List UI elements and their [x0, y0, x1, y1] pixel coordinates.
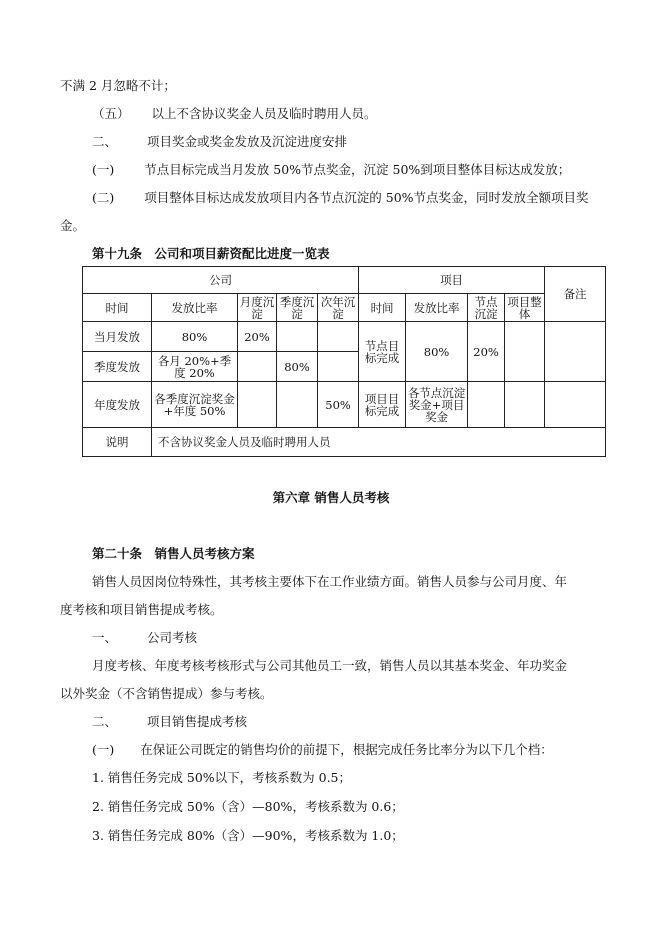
table-cell — [277, 322, 318, 352]
table-cell: 20% — [238, 322, 277, 352]
list-item — [92, 162, 570, 178]
table-cell: 项目目标完成 — [359, 382, 406, 428]
item-number: （五） — [92, 106, 130, 121]
salary-schedule-table — [82, 266, 606, 457]
column-header: 时间 — [359, 294, 406, 322]
table-cell — [238, 382, 277, 428]
table-row — [83, 267, 606, 294]
table-row — [83, 428, 606, 457]
item-number: 二、 — [92, 134, 118, 149]
table-cell — [545, 322, 606, 382]
item-text: 公司考核 — [147, 630, 198, 645]
item-text: 节点目标完成当月发放 50%节点奖金，沉淀 50%到项目整体目标达成发放； — [144, 162, 571, 177]
column-header: 季度沉淀 — [277, 294, 318, 322]
table-cell — [318, 322, 359, 352]
list-item — [92, 106, 377, 122]
table-cell — [468, 382, 505, 428]
text-line: 以外奖金（不含销售提成）参与考核。 — [60, 686, 273, 701]
item-text: 项目整体目标达成发放项目内各节点沉淀的 50%节点奖金，同时发放全额项目奖 — [144, 190, 589, 205]
table-cell: 年度发放 — [83, 382, 152, 428]
column-header: 项目整体 — [505, 294, 545, 322]
note-text: 不含协议奖金人员及临时聘用人员 — [152, 428, 606, 457]
section-heading — [92, 630, 197, 646]
column-header: 月度沉淀 — [238, 294, 277, 322]
list-item — [92, 190, 589, 206]
table-cell: 80% — [152, 322, 238, 352]
item-text: 项目销售提成考核 — [147, 714, 248, 729]
text-line: 月度考核、年度考核考核形式与公司其他员工一致，销售人员以其基本奖金、年功奖金 — [92, 658, 568, 673]
column-header: 节点沉淀 — [468, 294, 505, 322]
table-cell: 20% — [468, 322, 505, 382]
column-header: 发放比率 — [152, 294, 238, 322]
text-segment: 金。 — [60, 218, 86, 233]
item-number: 一、 — [92, 630, 118, 645]
section-heading — [92, 134, 347, 150]
company-header: 公司 — [83, 267, 359, 294]
list-item: 1. 销售任务完成 50%以下，考核系数为 0.5； — [92, 770, 352, 785]
table-cell — [505, 382, 545, 428]
table-row — [83, 382, 606, 428]
table-cell — [505, 322, 545, 382]
table-cell: 各节点沉淀奖金+项目奖金 — [406, 382, 468, 428]
table-cell: 当月发放 — [83, 322, 152, 352]
article-title: 第二十条 销售人员考核方案 — [92, 546, 255, 561]
item-text: 项目奖金或奖金发放及沉淀进度安排 — [147, 134, 348, 149]
note-label: 说明 — [83, 428, 152, 457]
table-cell: 50% — [318, 382, 359, 428]
item-text: 在保证公司既定的销售均价的前提下，根据完成任务比率分为以下几个档： — [140, 742, 553, 757]
text-line: 销售人员因岗位特殊性，其考核主要体下在工作业绩方面。销售人员参与公司月度、年 — [92, 574, 568, 589]
project-header: 项目 — [359, 267, 545, 294]
table-row — [83, 294, 606, 322]
table-cell: 季度发放 — [83, 352, 152, 382]
table-cell: 各季度沉淀奖金+年度 50% — [152, 382, 238, 428]
text-line — [60, 78, 176, 94]
item-number: (一) — [92, 162, 115, 177]
remark-header: 备注 — [545, 267, 606, 322]
item-number: 二、 — [92, 714, 118, 729]
list-item: 2. 销售任务完成 50%（含）—80%，考核系数为 0.6； — [92, 799, 404, 814]
column-header: 时间 — [83, 294, 152, 322]
table-cell: 80% — [277, 352, 318, 382]
table-cell — [277, 382, 318, 428]
table-row — [83, 322, 606, 352]
column-header: 次年沉淀 — [318, 294, 359, 322]
column-header: 发放比率 — [406, 294, 468, 322]
item-number: (一) — [92, 742, 115, 757]
item-text: 以上不含协议奖金人员及临时聘用人员。 — [151, 106, 377, 121]
chapter-title: 第六章 销售人员考核 — [272, 490, 390, 505]
table-cell: 80% — [406, 322, 468, 382]
table-cell — [238, 352, 277, 382]
section-heading — [92, 714, 247, 730]
text-segment: 不满 2 月忽略不计； — [60, 78, 176, 93]
article-title: 第十九条 公司和项目薪资配比进度一览表 — [92, 246, 330, 261]
table-cell — [318, 352, 359, 382]
list-item: 3. 销售任务完成 80%（含）—90%，考核系数为 1.0； — [92, 828, 404, 843]
text-line — [60, 218, 85, 234]
list-item — [92, 742, 553, 758]
item-number: (二) — [92, 190, 115, 205]
table-cell — [545, 382, 606, 428]
table-cell: 各月 20%+季度 20% — [152, 352, 238, 382]
text-line: 度考核和项目销售提成考核。 — [60, 602, 223, 617]
table-cell: 节点目标完成 — [359, 322, 406, 382]
